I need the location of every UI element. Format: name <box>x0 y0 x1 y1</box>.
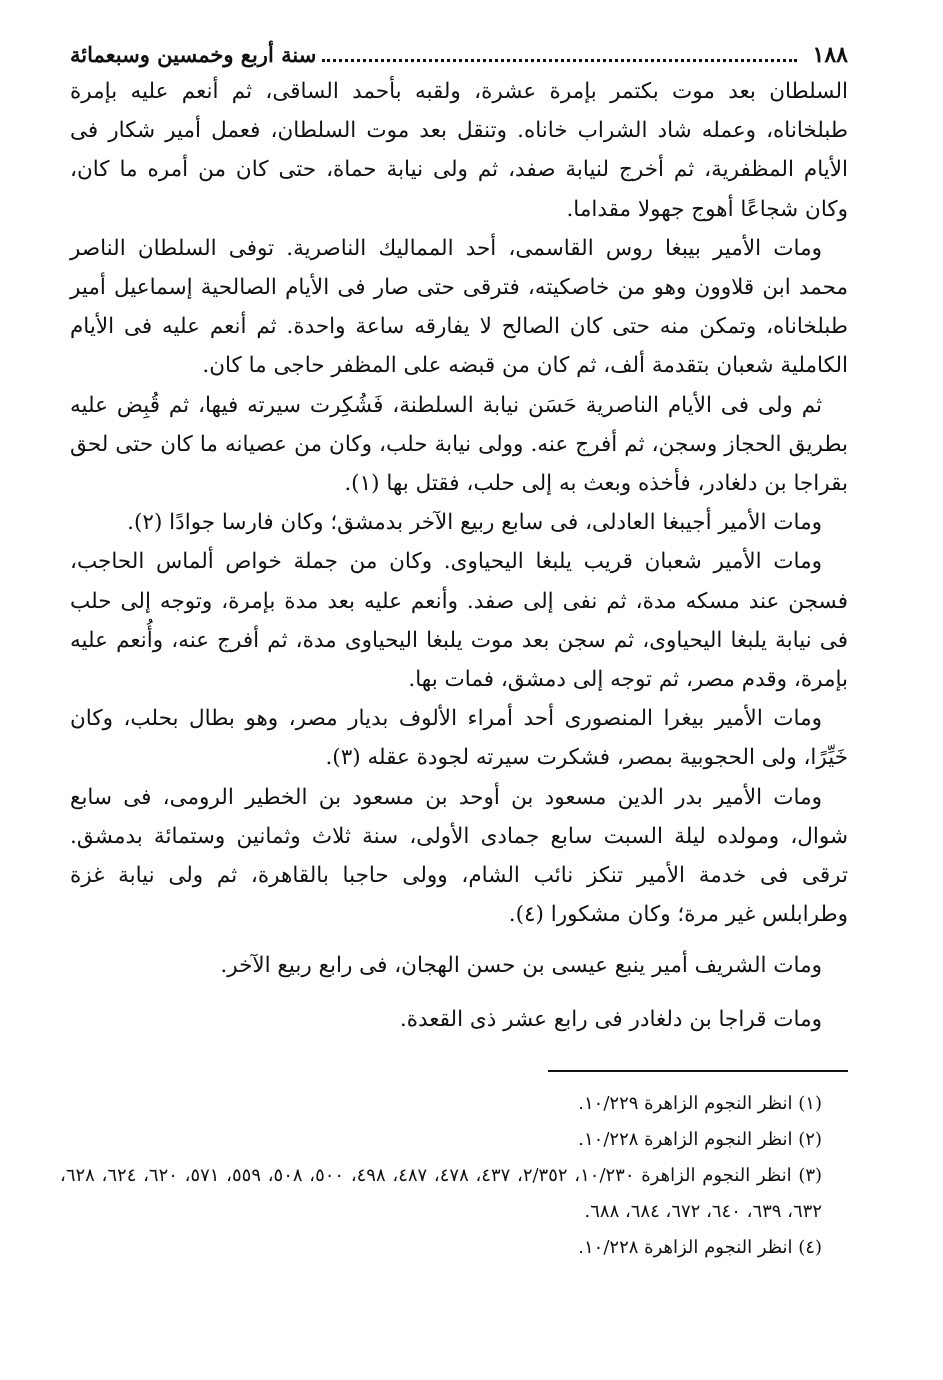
paragraph: السلطان بعد موت بكتمر بإمرة عشرة، ولقبه بأحمد الساقى، ثم أنعم عليه بإمرة طبلخاناه، وعمله شاد الشراب خاناه. وتنقل بعد موت السلطان، فعمل أمير شكار فى الأيام المظفرية، ثم أخرج لنيابة صفد، ثم ولى نيابة حماة، حتى كان من أمره ما كان، وكان شجاعًا أهوج جهولا مقداما. <box>70 79 848 222</box>
footnotes <box>60 1086 848 1266</box>
running-title: سنة أربع وخمسين وسبعمائة <box>70 42 317 67</box>
paragraph: ومات الشريف أمير ينبع عيسى بن حسن الهجان، فى رابع ربيع الآخر. <box>220 953 822 979</box>
paragraph: ومات الأمير بيبغا روس القاسمى، أحد المماليك الناصرية. توفى السلطان الناصر محمد ابن قلاوون وهو من خاصكيته، فترقى حتى صار فى الأيام الصالحية إسماعيل أمير طبلخاناه، وتمكن منه حتى كان الصالح لا يفارقه ساعة واحدة. ثم أنعم عليه فى الأيام الكاملية شعبان بتقدمة ألف، ثم كان من قبضه على المظفر حاجى ما كان. <box>70 235 848 379</box>
running-header <box>70 40 848 72</box>
footnote: (٣) انظر النجوم الزاهرة ١٠/٢٣٠، ٢/٣٥٢، ٤٣٧، ٤٧٨، ٤٨٧، ٤٩٨، ٥٠٠، ٥٠٨، ٥٥٩، ٥٧١، ٦٢٠، ٦٢٤، ٦٢٨، ٦٣٢، ٦٣٩، ٦٤٠، ٦٧٢، ٦٨٤، ٦٨٨. <box>60 1165 823 1223</box>
paragraph: ومات الأمير أجيبغا العادلى، فى سابع ربيع الآخر بدمشق؛ وكان فارسا جوادًا (٢). <box>127 510 822 536</box>
footnote: (٤) انظر النجوم الزاهرة ١٠/٢٢٨. <box>578 1237 822 1259</box>
page-number: ١٨٨ <box>812 42 848 68</box>
paragraph: ومات الأمير بدر الدين مسعود بن أوحد بن مسعود بن الخطير الرومى، فى سابع شوال، ومولده ليلة السبت سابع جمادى الأولى، سنة ثلاث وثمانين وستمائة بدمشق. ترقى فى خدمة الأمير تنكز نائب الشام، وولى حاجبا بالقاهرة، ثم ولى نيابة غزة وطرابلس غير مرة؛ وكان مشكورا (٤). <box>70 784 848 928</box>
paragraph: ثم ولى فى الأيام الناصرية حَسَن نيابة السلطنة، فَشُكِرت سيرته فيها، ثم قُبِض عليه بطريق الحجاز وسجن، ثم أفرج عنه. وولى نيابة حلب، وكان من عصيانه ما كان حتى لحق بقراجا بن دلغادر، فأخذه وبعث به إلى حلب، فقتل بها (١). <box>70 392 848 497</box>
footnote-separator <box>548 1070 848 1072</box>
footnote: (١) انظر النجوم الزاهرة ١٠/٢٢٩. <box>578 1093 822 1115</box>
paragraph: ومات الأمير بيغرا المنصورى أحد أمراء الألوف بديار مصر، وهو بطال بحلب، وكان خَيِّرًا، ولى الحجوبية بمصر، فشكرت سيرته لجودة عقله (٣). <box>70 706 848 771</box>
footnote: (٢) انظر النجوم الزاهرة ١٠/٢٢٨. <box>578 1129 822 1151</box>
main-text <box>70 72 848 1042</box>
book-page <box>60 40 848 1266</box>
header-leader-dots <box>322 43 796 62</box>
paragraph: ومات قراجا بن دلغادر فى رابع عشر ذى القعدة. <box>399 1007 822 1033</box>
paragraph: ومات الأمير شعبان قريب يلبغا اليحياوى. وكان من جملة خواص ألماس الحاجب، فسجن عند مسكه مدة، ثم نفى إلى صفد. وأنعم عليه بعد مدة بإمرة، وتوجه إلى حلب فى نيابة يلبغا اليحياوى، ثم سجن بعد موت يلبغا اليحياوى مدة، ثم أفرج عنه، وأُنعم عليه بإمرة، وقدم مصر، ثم توجه إلى دمشق، فمات بها. <box>70 549 848 693</box>
